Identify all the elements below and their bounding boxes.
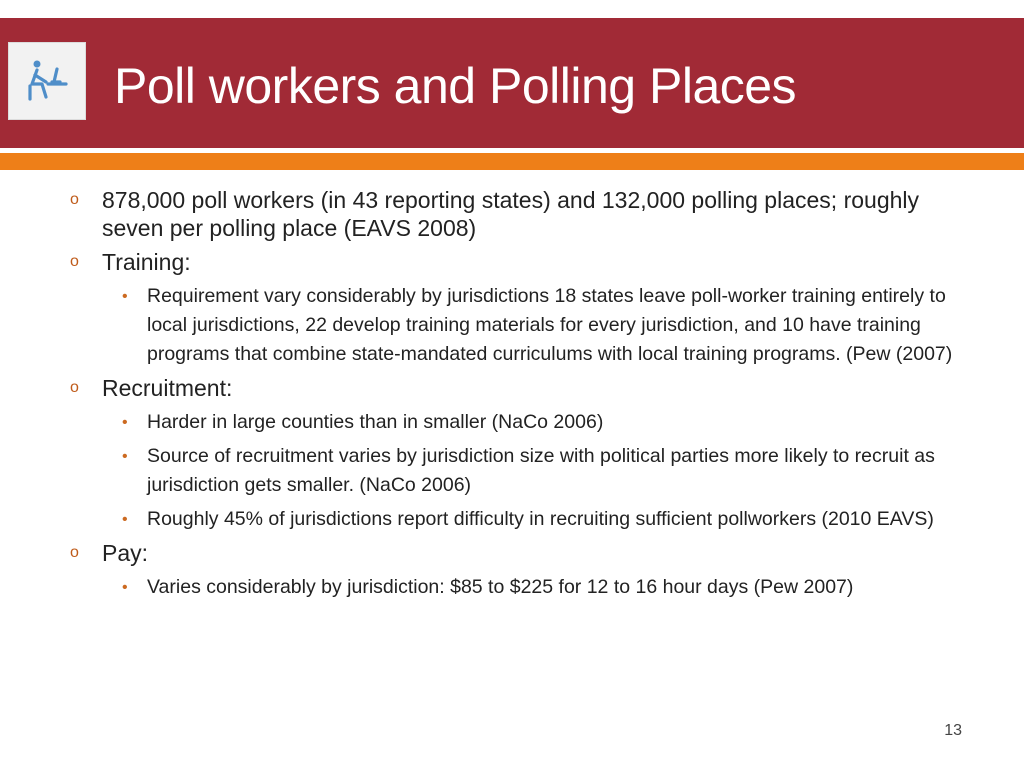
sub-bullet-text: Source of recruitment varies by jurisdiction size with political parties more likely to recruit as jurisdiction gets smaller. (NaCo 2006) xyxy=(147,445,935,496)
bullet-text: Recruitment: xyxy=(102,375,233,401)
sub-bullet-pay-range xyxy=(0,573,1024,602)
sub-bullet-text: Roughly 45% of jurisdictions report difficulty in recruiting sufficient pollworkers (2010 EAVS) xyxy=(147,508,934,530)
sub-bullet-marker: • xyxy=(122,448,128,465)
bullet-poll-workers xyxy=(0,186,1024,242)
sub-bullet-text: Requirement vary considerably by jurisdictions 18 states leave poll-worker training entirely to local jurisdictions, 22 develop training materials for every jurisdiction, and 10 have training programs that combine state-mandated curriculums with local training programs. (Pew (2007) xyxy=(147,285,953,365)
bullet-marker: o xyxy=(70,379,79,396)
bullet-training xyxy=(0,248,1024,276)
bullet-marker: o xyxy=(70,544,79,561)
bullet-marker: o xyxy=(70,253,79,270)
sub-bullet-training-requirements xyxy=(0,282,1024,369)
bullet-text: 878,000 poll workers (in 43 reporting states) and 132,000 polling places; roughly seven per polling place (EAVS 2008) xyxy=(102,187,920,241)
person-at-desk-icon xyxy=(23,57,73,107)
sub-bullet-text: Varies considerably by jurisdiction: $85 to $225 for 12 to 16 hour days (Pew 2007) xyxy=(147,576,854,598)
sub-bullet-text: Harder in large counties than in smaller (NaCo 2006) xyxy=(147,411,604,433)
bullet-text: Pay: xyxy=(102,540,149,566)
sub-bullet-recruiting-difficulty xyxy=(0,505,1024,534)
sub-bullet-marker: • xyxy=(122,414,128,431)
sub-bullet-marker: • xyxy=(122,288,128,305)
page-number: 13 xyxy=(944,722,962,739)
sub-bullet-large-counties xyxy=(0,408,1024,437)
sub-bullet-marker: • xyxy=(122,579,128,596)
bullet-marker: o xyxy=(70,191,79,208)
bullet-recruitment xyxy=(0,374,1024,402)
sub-bullet-marker: • xyxy=(122,511,128,528)
accent-bar xyxy=(0,153,1024,170)
sub-bullet-recruitment-source xyxy=(0,442,1024,500)
bullet-list xyxy=(0,186,1024,607)
slide-title: Poll workers and Polling Places xyxy=(114,58,797,114)
bullet-text: Training: xyxy=(102,249,191,275)
bullet-pay xyxy=(0,539,1024,567)
title-bar xyxy=(0,18,1024,148)
title-icon-box xyxy=(8,42,86,120)
